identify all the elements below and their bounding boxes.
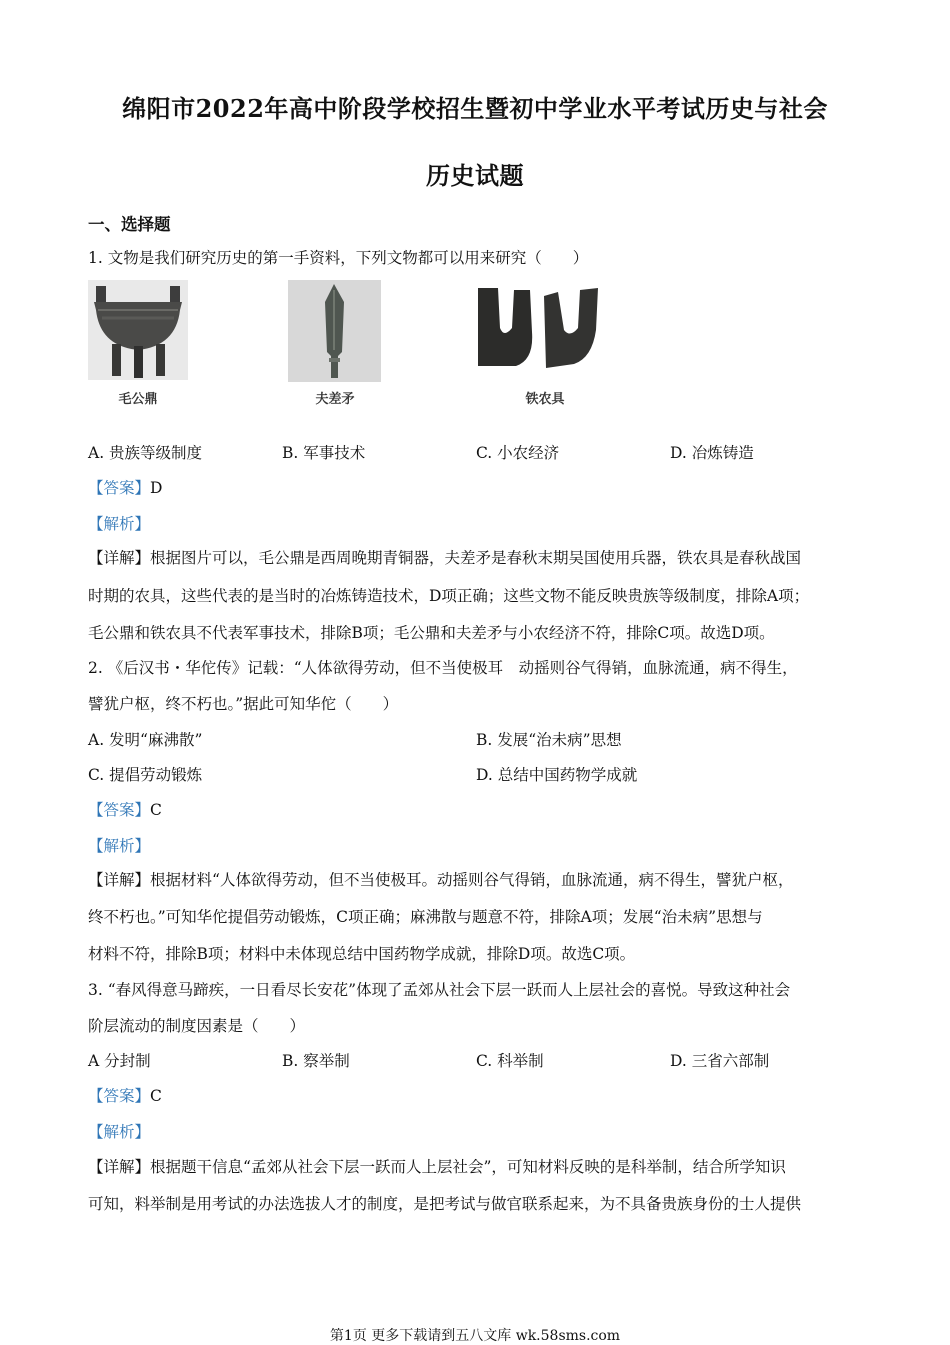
answer-tag: 【答案】 [88, 801, 151, 819]
q2-option-c: C. 提倡劳动锻炼 [88, 766, 203, 784]
q1-option-d: D. 冶炼铸造 [670, 444, 754, 462]
q2-answer [88, 798, 878, 820]
iron-tools-image [474, 280, 614, 372]
page-footer: 第1页 更多下载请到五八文库 wk.58sms.com [329, 1328, 621, 1344]
q2-option-b: B. 发展“治未病”思想 [476, 731, 622, 749]
q1-detail-line [88, 546, 878, 568]
detail-text: 根据题干信息“孟郊从社会下层一跃而人上层社会”，可知材料反映的是科举制，结合所学知识 [150, 1158, 786, 1176]
detail-text: 根据图片可以，毛公鼎是西周晚期青铜器，夫差矛是春秋末期吴国使用兵器，铁农具是春秋战国 [150, 549, 802, 567]
figure-caption: 夫差矛 [315, 392, 355, 407]
detail-tag: 【详解】 [88, 871, 151, 889]
q3-option-c: C. 科举制 [476, 1052, 544, 1070]
document-subtitle: 历史试题 [426, 161, 524, 190]
q3-answer [88, 1084, 878, 1106]
q2-stem-line: 譬犹户枢，终不朽也。”据此可知华佗（ ） [88, 695, 399, 713]
detail-tag: 【详解】 [88, 549, 151, 567]
answer-tag: 【答案】 [88, 1087, 151, 1105]
answer-value: C [150, 801, 162, 819]
q3-option-d: D. 三省六部制 [670, 1052, 770, 1070]
q2-analysis-tag: 【解析】 [88, 837, 151, 855]
answer-tag: 【答案】 [88, 479, 151, 497]
ding-vessel-image [88, 280, 188, 380]
q1-option-c: C. 小农经济 [476, 444, 560, 462]
q2-option-d: D. 总结中国药物学成就 [476, 766, 638, 784]
q3-analysis-tag: 【解析】 [88, 1123, 151, 1141]
figure-caption: 铁农具 [525, 392, 565, 407]
q1-analysis-tag: 【解析】 [88, 515, 151, 533]
detail-text: 根据材料“人体欲得劳动，但不当使极耳。动摇则谷气得销，血脉流通，病不得生，譬犹户枢， [150, 871, 794, 889]
q1-answer [88, 476, 878, 498]
q2-stem-line: 2. 《后汉书・华佗传》记载：“人体欲得劳动，但不当使极耳 动摇则谷气得销，血脉流通，病不得生， [88, 659, 798, 677]
q3-option-b: B. 察举制 [282, 1052, 350, 1070]
q2-detail-line: 终不朽也。”可知华佗提倡劳动锻炼，C项正确；麻沸散与题意不符，排除A项；发展“治未病”思想与 [88, 908, 763, 926]
q2-option-a: A. 发明“麻沸散” [88, 731, 203, 749]
spear-image [288, 280, 381, 382]
q1-detail-line: 毛公鼎和铁农具不代表军事技术，排除B项；毛公鼎和夫差矛与小农经济不符，排除C项。故选D项。 [88, 624, 775, 642]
q1-option-b: B. 军事技术 [282, 444, 366, 462]
answer-value: C [150, 1087, 162, 1105]
q1-detail-line: 时期的农具，这些代表的是当时的冶炼铸造技术，D项正确；这些文物不能反映贵族等级制度，排除A项； [88, 587, 810, 605]
q3-stem-line: 阶层流动的制度因素是（ ） [88, 1017, 306, 1035]
q1-option-a: A. 贵族等级制度 [88, 444, 203, 462]
q2-detail-line: 材料不符，排除B项；材料中未体现总结中国药物学成就，排除D项。故选C项。 [88, 945, 636, 963]
q3-detail-line [88, 1155, 878, 1177]
q3-stem-line: 3. “春风得意马蹄疾，一日看尽长安花”体现了孟郊从社会下层一跃而人上层社会的喜悦。导致这种社会 [88, 981, 791, 999]
q2-detail-line [88, 868, 878, 890]
figure-caption: 毛公鼎 [118, 392, 158, 407]
q3-option-a: A 分封制 [88, 1052, 151, 1070]
document-title: 绵阳市2022年高中阶段学校招生暨初中学业水平考试历史与社会 [122, 94, 828, 123]
detail-tag: 【详解】 [88, 1158, 151, 1176]
section-heading: 一、选择题 [88, 215, 171, 234]
q3-detail-line: 可知，料举制是用考试的办法选拔人才的制度，是把考试与做官联系起来，为不具备贵族身份的士人提供 [88, 1195, 802, 1213]
answer-value: D [150, 479, 163, 497]
q1-stem: 1. 文物是我们研究历史的第一手资料，下列文物都可以用来研究（ ） [88, 249, 589, 267]
